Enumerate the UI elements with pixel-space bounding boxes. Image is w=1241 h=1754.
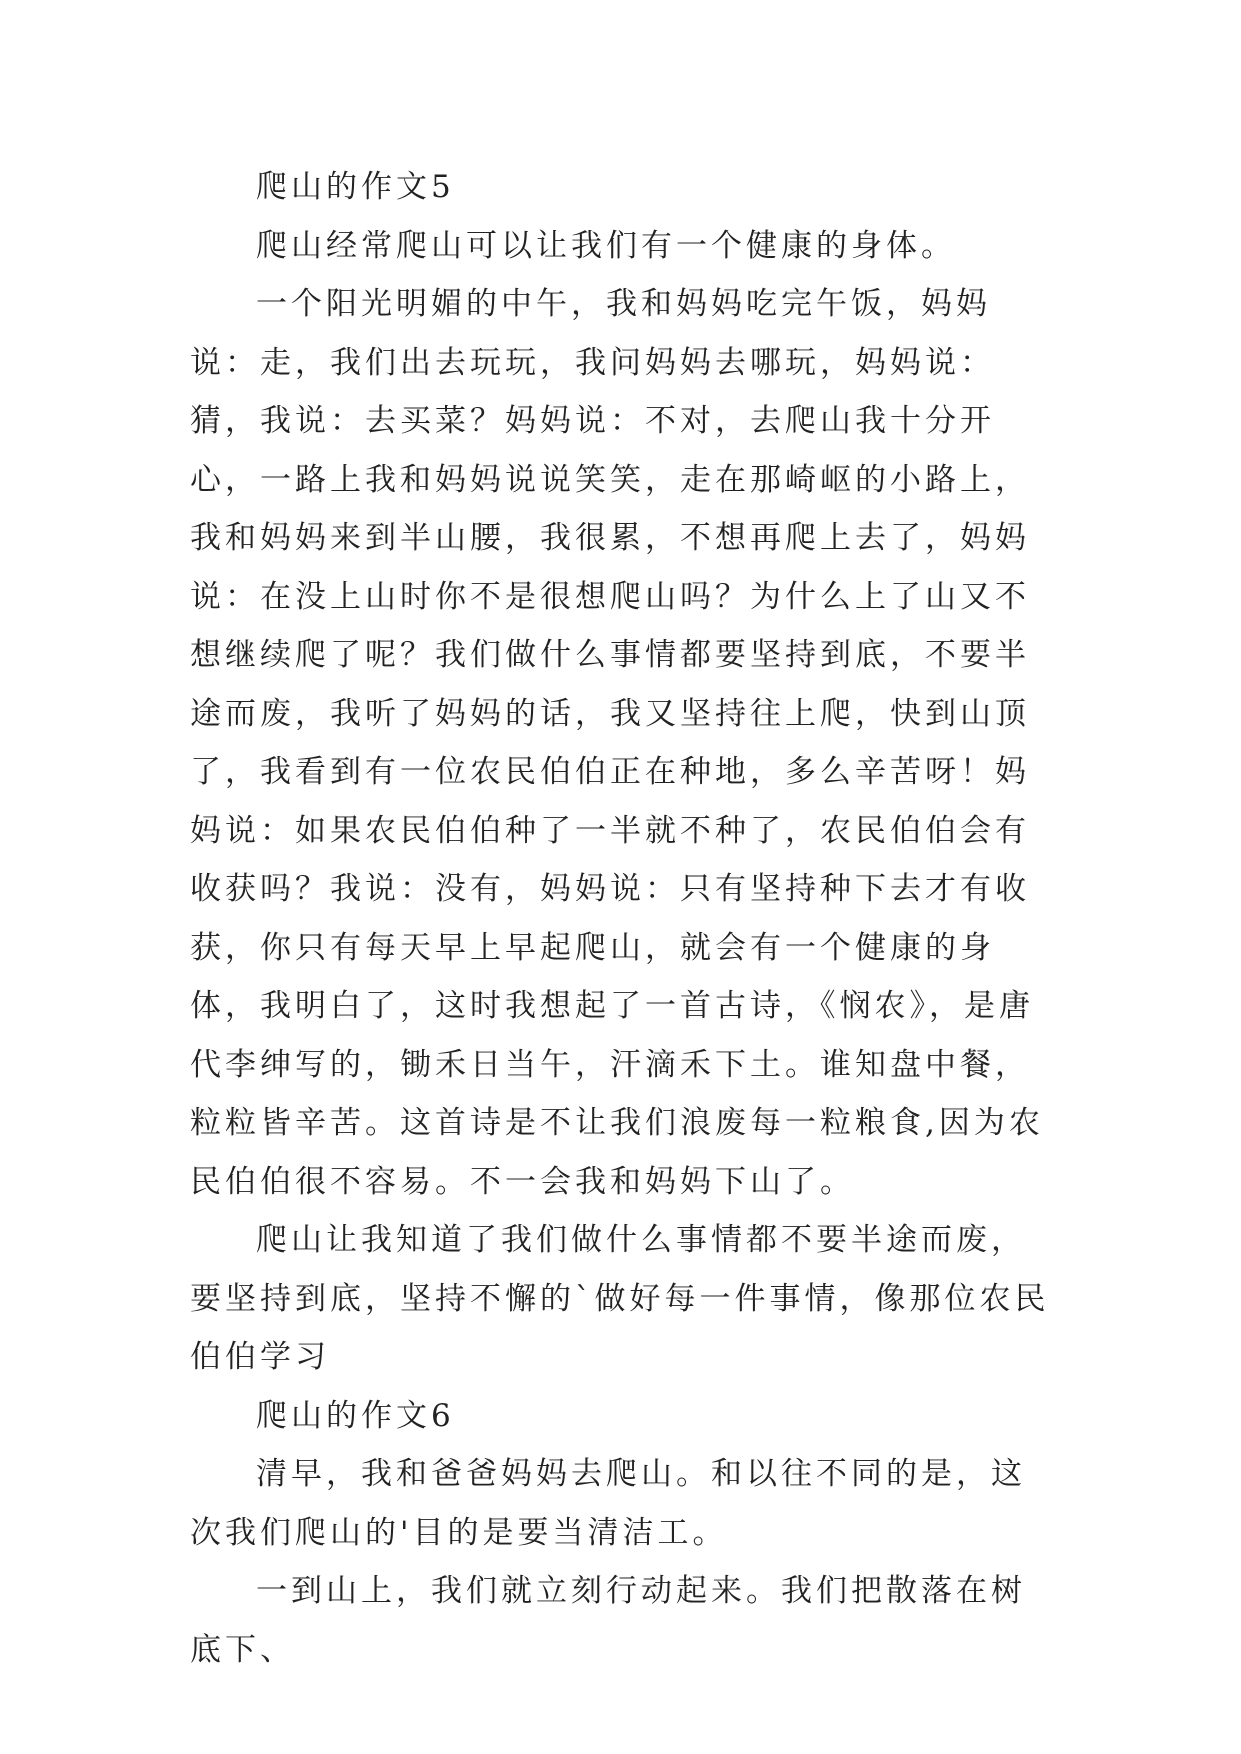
- essay-6-title: 爬山的作文6: [256, 1397, 455, 1434]
- essay-6-paragraph-2: 一到山上，我们就立刻行动起来。我们把散落在树底下、: [190, 1573, 1026, 1668]
- document-body: [190, 158, 1060, 1679]
- essay-5-title: 爬山的作文5: [256, 169, 455, 205]
- essay-5-paragraph-3: 爬山让我知道了我们做什么事情都不要半途而废，要坚持到底，坚持不懈的`做好每一件事情，像那位农民伯伯学习: [190, 1222, 1050, 1375]
- essay-5-paragraph-1: 爬山经常爬山可以让我们有一个健康的身体。: [256, 227, 956, 264]
- essay-5-paragraph-2: 一个阳光明媚的中午，我和妈妈吃完午饭，妈妈说：走，我们出去玩玩，我问妈妈去哪玩，妈妈说：猜，我说：去买菜？妈妈说：不对，去爬山我十分开心，一路上我和妈妈说说笑笑，走在那崎岖的小路上，我和妈妈来到半山腰，我很累，不想再爬上去了，妈妈说：在没上山时你不是很想爬山吗？为什么上了山又不想继续爬了呢？我们做什么事情都要坚持到底，不要半途而废，我听了妈妈的话，我又坚持往上爬，快到山顶了，我看到有一位农民伯伯正在种地，多么辛苦呀！妈妈说：如果农民伯伯种了一半就不种了，农民伯伯会有收获吗？我说：没有，妈妈说：只有坚持种下去才有收获，你只有每天早上早起爬山，就会有一个健康的身体，我明白了，这时我想起了一首古诗，《悯农》，是唐代李绅写的，锄禾日当午，汗滴禾下土。谁知盘中餐，粒粒皆辛苦。这首诗是不让我们浪废每一粒粮食,因为农民伯伯很不容易。不一会我和妈妈下山了。: [190, 286, 1044, 1200]
- essay-6-paragraph-1: 清早，我和爸爸妈妈去爬山。和以往不同的是，这次我们爬山的'目的是要当清洁工。: [190, 1456, 1026, 1551]
